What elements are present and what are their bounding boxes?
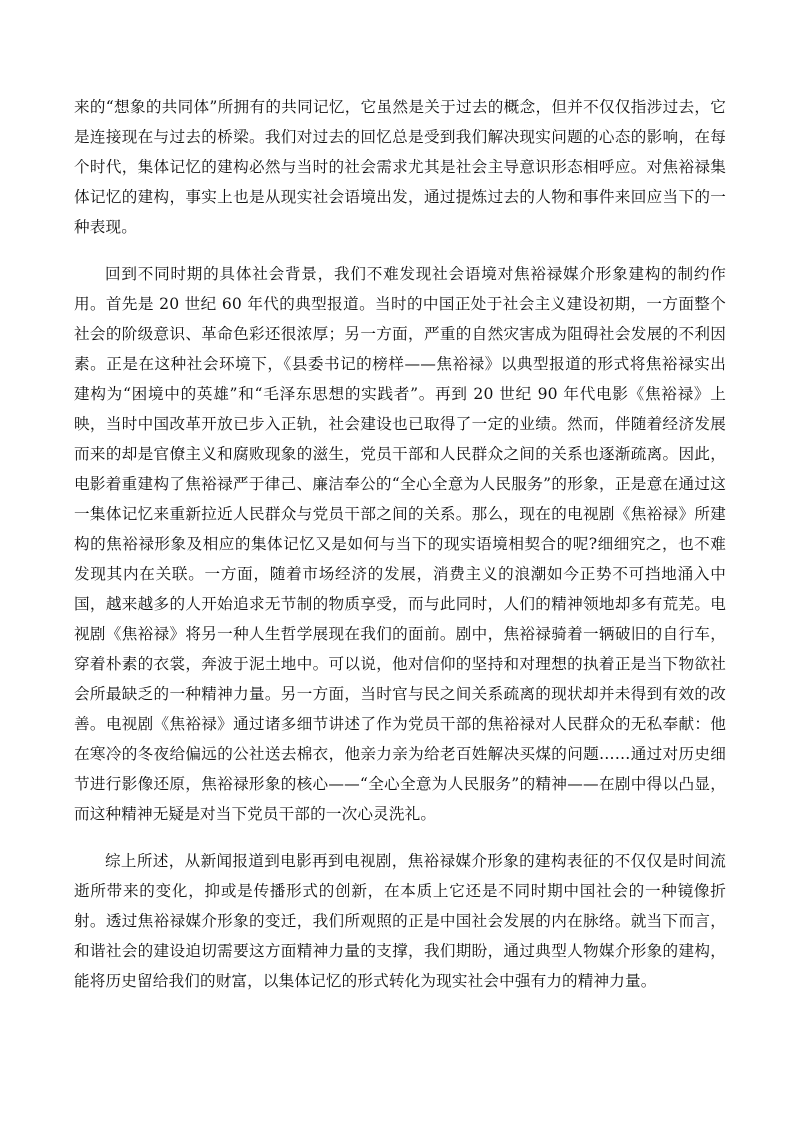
body-paragraph-2: 回到不同时期的具体社会背景，我们不难发现社会语境对焦裕禄媒介形象建构的制约作用。首先是 20 世纪 60 年代的典型报道。当时的中国正处于社会主义建设初期，一方面整个社会的阶级意识、革命色彩还很浓厚；另一方面，严重的自然灾害成为阻碍社会发展的不利因素。正是在这种社会环境下，《县委书记的榜样——焦裕禄》以典型报道的形式将焦裕禄实出建构为“困境中的英雄”和“毛泽东思想的实践者”。再到 20 世纪 90 年代电影《焦裕禄》上映，当时中国改革开放已步入正轨，社会建设也已取得了一定的业绩。然而，伴随着经济发展而来的却是官僚主义和腐败现象的滋生，党员干部和人民群众之间的关系也逐渐疏离。因此，电影着重建构了焦裕禄严于律己、廉洁奉公的“全心全意为人民服务”的形象，正是意在通过这一集体记忆来重新拉近人民群众与党员干部之间的关系。那么，现在的电视剧《焦裕禄》所建构的焦裕禄形象及相应的集体记忆又是如何与当下的现实语境相契合的呢?细细究之，也不难发现其内在关联。一方面，随着市场经济的发展，消费主义的浪潮如今正势不可挡地涌入中国，越来越多的人开始追求无节制的物质享受，而与此同时，人们的精神领地却多有荒芜。电视剧《焦裕禄》将另一种人生哲学展现在我们的面前。剧中，焦裕禄骑着一辆破旧的自行车，穿着朴素的衣裳，奔波于泥土地中。可以说，他对信仰的坚持和对理想的执着正是当下物欲社会所最缺乏的一种精神力量。另一方面，当时官与民之间关系疏离的现状却并未得到有效的改善。电视剧《焦裕禄》通过诸多细节讲述了作为党员干部的焦裕禄对人民群众的无私奉献：他在寒冷的冬夜给偏远的公社送去棉衣，他亲力亲为给老百姓解决买煤的问题……通过对历史细节进行影像还原，焦裕禄形象的核心——“全心全意为人民服务”的精神——在剧中得以凸显，而这种精神无疑是对当下党员干部的一次心灵洗礼。 (74, 265, 726, 823)
body-paragraph-3: 综上所述，从新闻报道到电影再到电视剧，焦裕禄媒介形象的建构表征的不仅仅是时间流逝所带来的变化，抑或是传播形式的创新，在本质上它还是不同时期中国社会的一种镜像折射。透过焦裕禄媒介形象的变迁，我们所观照的正是中国社会发展的内在脉络。就当下而言，和谐社会的建设迫切需要这方面精神力量的支撑，我们期盼，通过典型人物媒介形象的建构，能将历史留给我们的财富，以集体记忆的形式转化为现实社会中强有力的精神力量。 (74, 852, 726, 990)
document-body (74, 92, 726, 996)
body-paragraph-1: 来的“想象的共同体”所拥有的共同记忆，它虽然是关于过去的概念，但并不仅仅指涉过去，它是连接现在与过去的桥梁。我们对过去的回忆总是受到我们解决现实问题的心态的影响，在每个时代，集体记忆的建构必然与当时的社会需求尤其是社会主导意识形态相呼应。对焦裕禄集体记忆的建构，事实上也是从现实社会语境出发，通过提炼过去的人物和事件来回应当下的一种表现。 (74, 98, 726, 236)
